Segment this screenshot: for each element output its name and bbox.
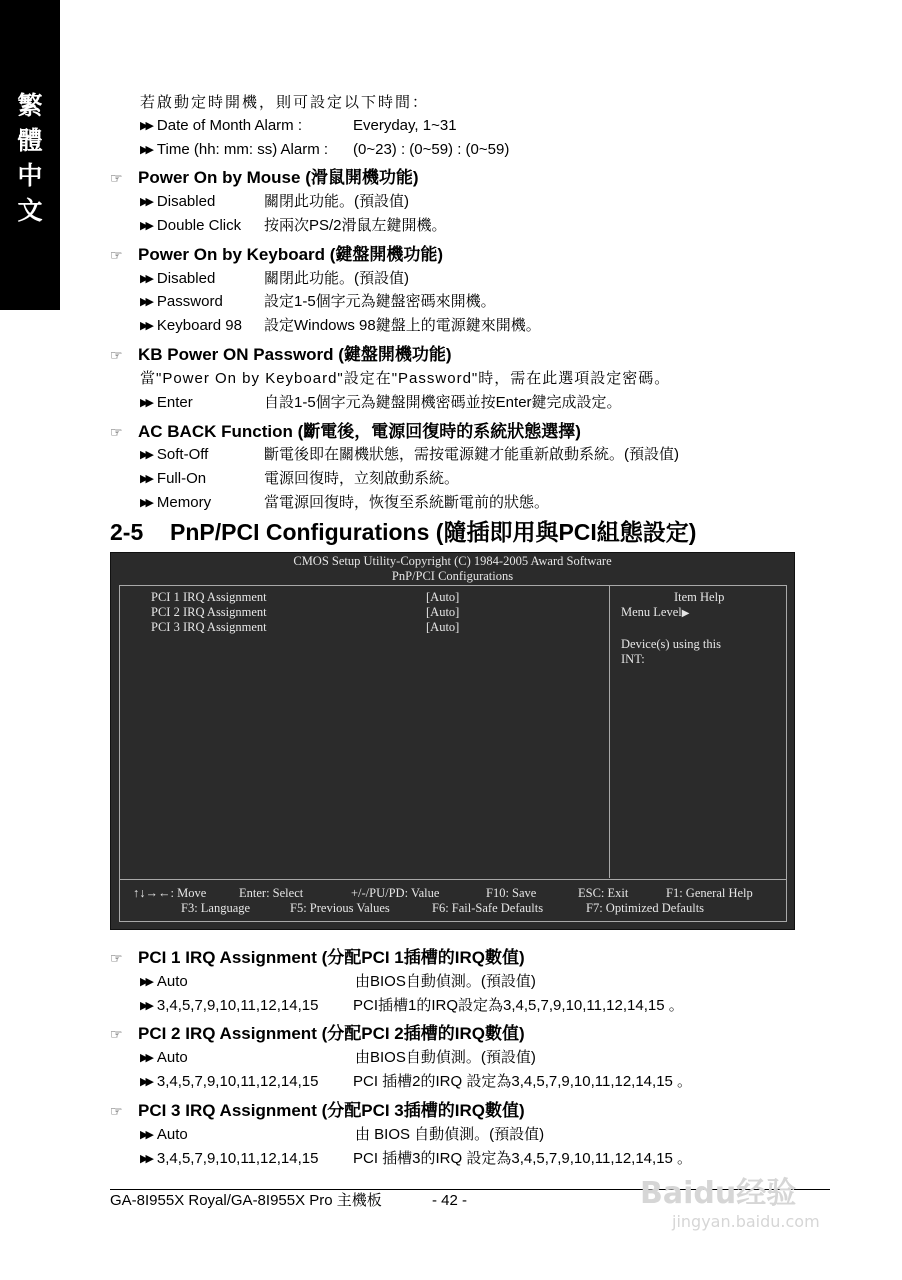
list-item: ▶▶ Auto xyxy=(140,1126,188,1143)
item-value: PCI 插槽2的IRQ 設定為3,4,5,7,9,10,11,12,14,15 。 xyxy=(353,1073,693,1090)
bios-subtitle: PnP/PCI Configurations xyxy=(391,569,514,583)
footer-model: GA-8I955X Royal/GA-8I955X Pro 主機板 xyxy=(110,1192,382,1209)
bios-option-label[interactable]: PCI 3 IRQ Assignment xyxy=(151,620,267,634)
bios-title: CMOS Setup Utility-Copyright (C) 1984-2005 Award Software xyxy=(293,554,612,568)
pointing-hand-icon: ☞ xyxy=(110,1103,123,1119)
list-item: ▶▶ 3,4,5,7,9,10,11,12,14,15 xyxy=(140,997,319,1014)
bios-setup-screen xyxy=(110,552,795,930)
list-item: ▶▶ Double Click xyxy=(140,217,242,234)
bios-key-hint: F7: Optimized Defaults xyxy=(586,901,705,915)
menu-level: Menu Level▶ xyxy=(621,605,690,619)
list-item: ▶▶ Memory xyxy=(140,494,212,511)
item-label: Time (hh: mm: ss) Alarm : xyxy=(156,141,329,158)
intro-text: 若啟動定時開機，則可設定以下時間： xyxy=(140,94,430,111)
section-heading: ☞ Power On by Mouse (滑鼠開機功能) xyxy=(110,168,419,187)
page-title: PnP/PCI Configurations (隨插即用與PCI組態設定) xyxy=(170,519,697,545)
list-item: ▶▶ Time (hh: mm: ss) Alarm : xyxy=(140,141,329,158)
item-value: 關閉此功能。(預設值) xyxy=(264,270,409,287)
list-item: ▶▶ Auto xyxy=(140,1049,188,1066)
bios-key-hint: ↑↓→←: Move xyxy=(133,886,207,900)
item-value: PCI 插槽3的IRQ 設定為3,4,5,7,9,10,11,12,14,15 。 xyxy=(353,1150,693,1167)
item-help-title: Item Help xyxy=(674,590,725,604)
bios-key-hint: F3: Language xyxy=(181,901,251,915)
list-item: ▶▶ Soft-Off xyxy=(140,446,209,463)
pointing-hand-icon: ☞ xyxy=(110,170,123,186)
bios-option-value[interactable]: [Auto] xyxy=(426,620,460,634)
bios-key-hint: F5: Previous Values xyxy=(290,901,390,915)
language-side-tab xyxy=(0,0,60,310)
item-value: 設定1-5個字元為鍵盤密碼來開機。 xyxy=(264,293,496,310)
list-item: ▶▶ 3,4,5,7,9,10,11,12,14,15 xyxy=(140,1073,319,1090)
list-item: ▶▶ Date of Month Alarm : xyxy=(140,117,302,134)
list-item: ▶▶ Disabled xyxy=(140,270,216,287)
item-value: 由BIOS自動偵測。(預設值) xyxy=(355,1049,536,1066)
help-text: Device(s) using this xyxy=(621,637,721,651)
section-heading: ☞ PCI 3 IRQ Assignment (分配PCI 3插槽的IRQ數值) xyxy=(110,1101,525,1120)
pointing-hand-icon: ☞ xyxy=(110,950,123,966)
list-item: ▶▶ Disabled xyxy=(140,193,216,210)
watermark-url: jingyan.baidu.com xyxy=(672,1212,820,1231)
item-value: 設定Windows 98鍵盤上的電源鍵來開機。 xyxy=(264,317,541,334)
bios-option-value[interactable]: [Auto] xyxy=(426,590,460,604)
pointing-hand-icon: ☞ xyxy=(110,424,123,440)
section-heading: ☞ KB Power ON Password (鍵盤開機功能) xyxy=(110,345,452,364)
side-tab-char: 繁 xyxy=(17,91,43,120)
bios-key-hint: F10: Save xyxy=(486,886,537,900)
page-number: - 42 - xyxy=(432,1192,468,1209)
help-text: INT: xyxy=(621,652,645,666)
item-value: 按兩次PS/2滑鼠左鍵開機。 xyxy=(264,217,447,234)
list-item: ▶▶ Auto xyxy=(140,973,188,990)
section-heading: ☞ Power On by Keyboard (鍵盤開機功能) xyxy=(110,245,444,264)
item-value: Everyday, 1~31 xyxy=(353,117,457,134)
section-heading: ☞ PCI 1 IRQ Assignment (分配PCI 1插槽的IRQ數值) xyxy=(110,948,525,967)
section-heading: ☞ PCI 2 IRQ Assignment (分配PCI 2插槽的IRQ數值) xyxy=(110,1024,525,1043)
item-value: (0~23) : (0~59) : (0~59) xyxy=(353,141,510,158)
side-tab-char: 文 xyxy=(17,196,43,225)
section-heading: ☞ AC BACK Function (斷電後，電源回復時的系統狀態選擇) xyxy=(110,422,581,441)
bios-key-hint: F6: Fail-Safe Defaults xyxy=(432,901,544,915)
list-item: ▶▶ Enter xyxy=(140,394,193,411)
item-label: Date of Month Alarm : xyxy=(156,117,302,134)
list-item: ▶▶ 3,4,5,7,9,10,11,12,14,15 xyxy=(140,1150,319,1167)
watermark-logo: Baidu经验 xyxy=(640,1176,797,1211)
bios-option-label[interactable]: PCI 1 IRQ Assignment xyxy=(151,590,267,604)
item-value: 由BIOS自動偵測。(預設值) xyxy=(355,973,536,990)
side-tab-char: 中 xyxy=(17,161,43,190)
pointing-hand-icon: ☞ xyxy=(110,1026,123,1042)
list-item: ▶▶ Password xyxy=(140,293,223,310)
item-value: 電源回復時，立刻啟動系統。 xyxy=(264,470,460,487)
pointing-hand-icon: ☞ xyxy=(110,347,123,363)
bios-divider xyxy=(609,585,610,878)
list-item: ▶▶ Full-On xyxy=(140,470,207,487)
item-value: PCI插槽1的IRQ設定為3,4,5,7,9,10,11,12,14,15 。 xyxy=(353,997,684,1014)
item-value: 當電源回復時，恢復至系統斷電前的狀態。 xyxy=(264,494,550,511)
item-value: 由 BIOS 自動偵測。(預設值) xyxy=(355,1126,545,1143)
bios-key-hint: +/-/PU/PD: Value xyxy=(351,886,440,900)
item-value: 自設1-5個字元為鍵盤開機密碼並按Enter鍵完成設定。 xyxy=(264,394,622,411)
list-item: ▶▶ Keyboard 98 xyxy=(140,317,242,334)
bios-key-hint: ESC: Exit xyxy=(578,886,629,900)
section-description: 當"Power On by Keyboard"設定在"Password"時，需在此選項設定密碼。 xyxy=(140,370,671,387)
bios-option-value[interactable]: [Auto] xyxy=(426,605,460,619)
bios-key-hint: Enter: Select xyxy=(239,886,304,900)
triangle-right-icon: ▶ xyxy=(681,608,690,619)
item-value: 斷電後即在關機狀態，需按電源鍵才能重新啟動系統。(預設值) xyxy=(264,446,679,463)
item-value: 關閉此功能。(預設值) xyxy=(264,193,409,210)
side-tab-char: 體 xyxy=(17,126,43,155)
section-number: 2-5 xyxy=(110,519,144,545)
bios-option-label[interactable]: PCI 2 IRQ Assignment xyxy=(151,605,267,619)
bios-key-hint: F1: General Help xyxy=(666,886,753,900)
pointing-hand-icon: ☞ xyxy=(110,247,123,263)
